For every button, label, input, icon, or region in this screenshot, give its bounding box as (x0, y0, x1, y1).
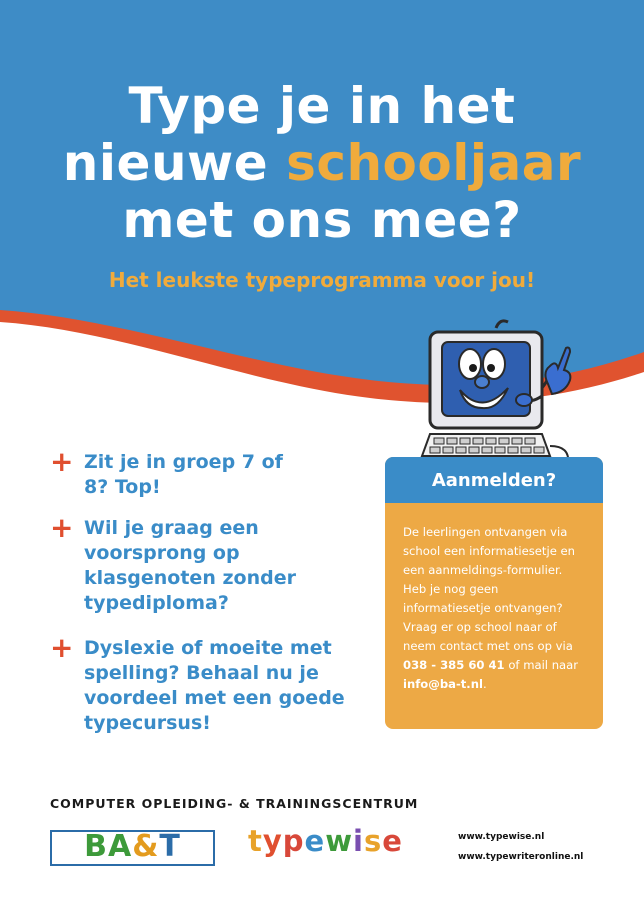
signup-email: info@ba-t.nl (403, 677, 483, 691)
computer-mascot-icon (400, 318, 590, 468)
signup-title: Aanmelden? (385, 457, 603, 503)
plus-icon: + (50, 631, 74, 664)
subheadline: Het leukste typeprogramma voor jou! (108, 268, 536, 292)
headline-line-2 (0, 135, 644, 192)
signup-phone: 038 - 385 60 41 (403, 658, 505, 672)
benefit-text: Zit je in groep 7 of 8? Top! (84, 451, 283, 498)
bat-logo-part-1: BA (84, 829, 133, 864)
benefit-item (50, 631, 380, 736)
plus-icon: + (50, 511, 74, 544)
headline (0, 78, 644, 249)
headline-line-1: Type je in het (128, 77, 516, 135)
signup-body-text: De leerlingen ontvangen via school een informatiesetje en een aanmeldings-formulier. Heb je nog geen informatiesetje ontvangen? Vraag er op school naar of neem contact met ons op via (403, 525, 575, 653)
benefit-text: Wil je graag een voorsprong op klasgenoten zonder typediploma? (84, 517, 296, 614)
headline-accent-word: schooljaar (286, 134, 582, 192)
headline-line-3: met ons mee? (122, 191, 522, 249)
benefit-list (50, 445, 380, 752)
benefit-item (50, 511, 380, 616)
bat-logo-part-2: & (132, 829, 160, 864)
signup-box (385, 457, 603, 729)
website-list (458, 827, 583, 867)
headline-line-2-prefix: nieuwe (62, 134, 269, 192)
typewise-logo: typewise (248, 824, 403, 858)
signup-text (385, 503, 603, 694)
organization-label: COMPUTER OPLEIDING- & TRAININGSCENTRUM (50, 796, 419, 811)
website-link[interactable]: www.typewise.nl (458, 832, 545, 842)
bat-logo (50, 830, 215, 866)
benefit-item (50, 445, 380, 500)
website-link[interactable]: www.typewriteronline.nl (458, 852, 584, 862)
benefit-text: Dyslexie of moeite met spelling? Behaal nu je voordeel met een goede typecursus! (84, 637, 345, 734)
plus-icon: + (50, 445, 74, 478)
signup-end: . (482, 677, 487, 691)
signup-mail-prefix: of mail naar (508, 658, 579, 672)
bat-logo-part-3: T (159, 829, 181, 864)
